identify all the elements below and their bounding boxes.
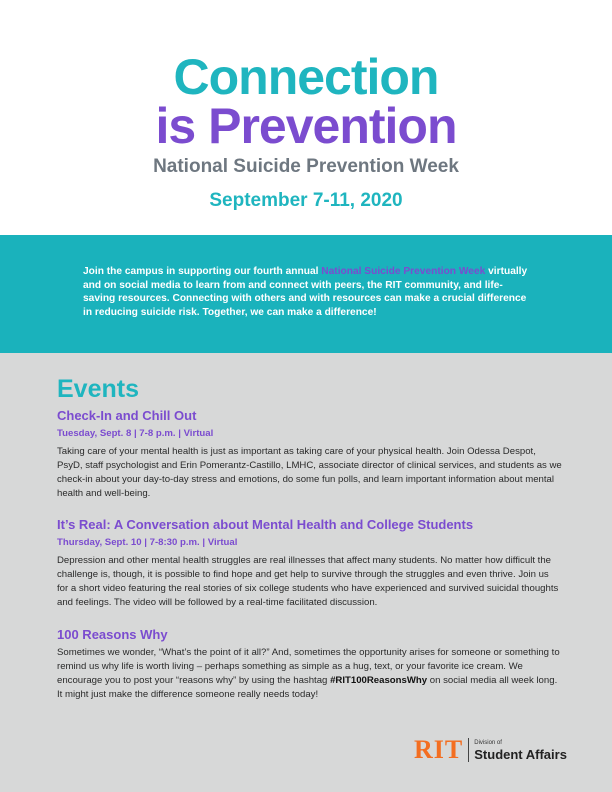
event-1-title: Check-In and Chill Out [57,408,197,423]
intro-text [83,265,533,319]
intro-lead: Join the campus in supporting our fourth annual [83,266,322,277]
event-2-title: It’s Real: A Conversation about Mental Health and College Students [57,517,474,532]
division-label: Division of [474,739,502,746]
event-3-title: 100 Reasons Why [57,627,168,642]
title-line-1: Connection [173,49,439,105]
logo-text [474,739,567,762]
event-3-description [57,646,562,702]
event-2-description: Depression and other mental health struggles are real illnesses that affect many students. No matter how difficult the challenge is, though, it is possible to find hope and get help to survive through the struggles and even thrive. Join us for a short video featuring the real stories of six college students who have experienced and survived suicidal thoughts and feelings. The video will be followed by a real-time facilitated discussion. [57,555,559,608]
department-name: Student Affairs [474,746,567,762]
event-2-meta: Thursday, Sept. 10 | 7-8:30 p.m. | Virtual [57,537,238,548]
rit-student-affairs-logo [414,735,567,765]
event-3-desc-after: on social media all week long. It might just make the difference someone really needs today! [57,675,558,700]
logo-divider [468,738,469,762]
event-3-hashtag: #RIT100ReasonsWhy [330,675,428,686]
events-section [0,353,612,792]
subtitle: National Suicide Prevention Week [153,156,459,177]
event-1-meta: Tuesday, Sept. 8 | 7-8 p.m. | Virtual [57,428,214,439]
intro-banner [0,235,612,353]
intro-rest: virtually and on social media to learn from and connect with peers, the RIT community, and life-saving resources. Connecting with others and with resources can make a crucial difference in reducing suicide risk. Together, we can make a difference! [83,266,528,318]
intro-highlight: National Suicide Prevention Week [321,266,486,277]
event-dates: September 7-11, 2020 [209,190,403,211]
header [0,0,612,235]
event-3-desc-before: Sometimes we wonder, “What’s the point of it all?” And, sometimes the opportunity arises for someone or something to remind us why life is worth living – perhaps something as simple as a hug, text, or your favorite ice cream. We encourage you to post your “reasons why” by using the hashtag [57,647,560,686]
rit-logo-mark: RIT [414,735,464,764]
events-heading: Events [57,375,139,403]
event-1-description: Taking care of your mental health is just as important as taking care of your physical health. Join Odessa Despot, PsyD, staff psychologist and Erin Pomerantz-Castillo, LMHC, associate director of clinical services, and students as we check-in about your day-to-day stress and emotions, do some fun polls, and learn important information about mental health and well-being. [57,446,562,499]
title-line-2: is Prevention [155,98,457,154]
